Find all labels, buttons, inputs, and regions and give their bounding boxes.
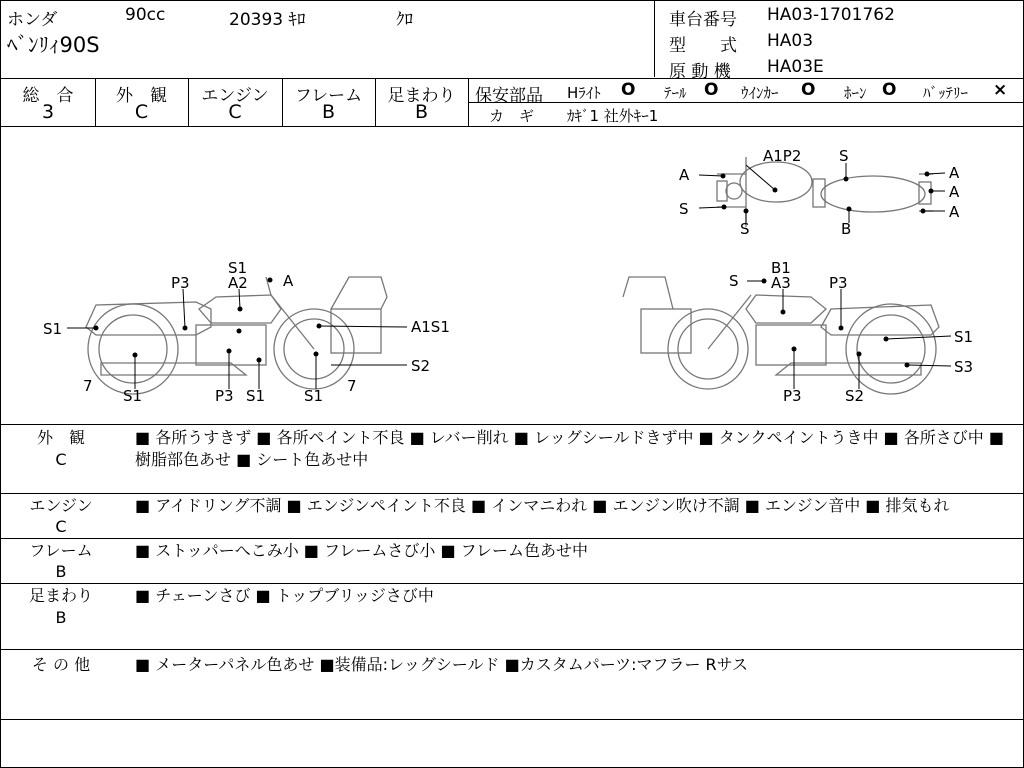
right-engine [756, 325, 826, 365]
damage-points [94, 172, 934, 368]
section-other-label: そ の 他 [31, 655, 91, 674]
grade-overall: 3 [41, 101, 55, 123]
type-label: 型 式 [669, 36, 737, 56]
divider [1, 649, 1023, 650]
section-exterior-label: 外 観 [36, 428, 85, 447]
leader-line [319, 326, 407, 327]
leader-line [183, 289, 185, 328]
safety-battery-mark: × [993, 80, 1008, 100]
left-engine [196, 325, 266, 365]
displacement: 90cc [125, 5, 166, 25]
section-engine-label: エンジン [29, 496, 93, 515]
left-label: S2 [411, 357, 431, 375]
left-rear-tire-inner [99, 315, 167, 383]
top-frame [813, 179, 825, 207]
mileage: 20393 ｷﾛ [229, 10, 306, 30]
right-seat-fender [821, 305, 939, 335]
left-label: 7 [347, 377, 357, 395]
frame-number-label: 車台番号 [669, 10, 737, 30]
left-label: S1 [228, 259, 248, 277]
header-divider [654, 1, 655, 77]
top-label: A1P2 [763, 147, 802, 165]
section-suspension-grade: B [55, 608, 67, 627]
grade-header-engine: エンジン [201, 86, 269, 106]
grade-engine: C [228, 101, 242, 123]
right-label: S1 [954, 328, 974, 346]
section-engine-grade: C [55, 517, 67, 536]
right-label: A3 [771, 274, 791, 292]
safety-horn-mark: O [882, 80, 897, 100]
engine-label: 原 動 機 [669, 62, 731, 82]
section-other-text: ■ メーターパネル色あせ ■装備品:レッグシールド ■カスタムパーツ:マフラー Rサス [135, 655, 749, 674]
key-label: カ ギ [489, 107, 535, 125]
leader-line [927, 173, 945, 174]
damage-point [237, 329, 242, 334]
section-suspension-label: 足まわり [28, 586, 93, 605]
diagram-labels [43, 147, 973, 405]
model-name: ﾍﾞﾝﾘｨ90S [7, 33, 100, 57]
damage-point [268, 278, 273, 283]
grade-suspension: B [414, 101, 429, 123]
safety-winker-mark: O [801, 80, 816, 100]
divider [1, 719, 1023, 720]
left-label: S1 [304, 387, 324, 405]
top-label: A [949, 164, 960, 182]
right-label: P3 [829, 274, 848, 292]
safety-tail-label: ﾃｰﾙ [664, 84, 687, 102]
leader-line [699, 175, 723, 176]
left-rear-wheel [88, 304, 178, 394]
grade-header-suspension: 足まわり [387, 86, 456, 106]
divider [1, 493, 1023, 494]
safety-battery-label: ﾊﾞｯﾃﾘｰ [923, 84, 969, 102]
safety-horn-label: ﾎｰﾝ [844, 84, 867, 102]
body-color: ｸﾛ [396, 10, 413, 30]
safety-label: 保安部品 [475, 86, 543, 106]
leader-line [699, 207, 724, 208]
right-label: S3 [954, 358, 974, 376]
top-label: B [841, 220, 852, 238]
right-fork [708, 295, 751, 349]
leader-lines [67, 163, 951, 389]
section-frame-label: フレーム [29, 541, 93, 560]
left-label: 7 [83, 377, 93, 395]
grade-header-frame: フレーム [294, 86, 363, 106]
safety-headlight-label: Hﾗｲﾄ [567, 84, 601, 102]
section-suspension-text: ■ チェーンさび ■ トップブリッジさび中 [135, 586, 434, 605]
top-label: S [679, 200, 689, 218]
leader-line [239, 289, 240, 309]
divider [1, 78, 1023, 79]
grade-header-exterior: 外 観 [116, 86, 167, 106]
section-frame-grade: B [55, 562, 67, 581]
grade-header-overall: 総 合 [22, 86, 74, 106]
right-label: S [729, 272, 739, 290]
left-fork [271, 295, 314, 349]
top-label: A [949, 203, 960, 221]
type-value: HA03 [767, 31, 814, 51]
left-label: S1 [43, 320, 63, 338]
safety-headlight-mark: O [621, 80, 636, 100]
right-windscreen [623, 277, 673, 309]
top-headlight [726, 183, 742, 199]
grade-frame: B [321, 101, 336, 123]
left-label: P3 [215, 387, 234, 405]
frame-number: HA03-1701762 [767, 5, 895, 25]
right-label: P3 [783, 387, 802, 405]
safety-winker-label: ｳｲﾝｶｰ [741, 84, 779, 102]
section-engine-text: ■ アイドリング不調 ■ エンジンペイント不良 ■ インマニわれ ■ エンジン吹け不調 ■ エンジン音中 ■ 排気もれ [135, 496, 950, 515]
left-label: S1 [123, 387, 143, 405]
right-tank [746, 295, 826, 323]
top-label: S [839, 147, 849, 165]
left-label: P3 [171, 274, 190, 292]
section-exterior-text: ■ 各所うすきず ■ 各所ペイント不良 ■ レバー削れ ■ レッグシールドきず中 ■ タンクペイントうき中 ■ 各所さび中 ■ 樹脂部色あせ ■ シート色あせ中 [135, 428, 1004, 469]
top-label: A [679, 166, 690, 184]
motorcycle-left-view [86, 277, 387, 394]
left-label: A2 [228, 274, 248, 292]
top-tank [740, 162, 812, 202]
divider [1, 538, 1023, 539]
right-rear-tire-inner [857, 315, 925, 383]
grade-exterior: C [134, 101, 149, 123]
left-label: S1 [246, 387, 266, 405]
key-value: ｶｷﾞ1 社外ｷｰ1 [567, 107, 659, 125]
motorcycle-right-view [623, 277, 939, 394]
right-label: S2 [845, 387, 865, 405]
top-label: S [740, 220, 750, 238]
divider [1, 424, 1023, 425]
top-seat [821, 176, 925, 212]
section-exterior-grade: C [55, 450, 67, 469]
section-frame-text: ■ ストッパーへこみ小 ■ フレームさび小 ■ フレーム色あせ中 [135, 541, 589, 560]
left-windscreen [331, 277, 387, 309]
divider [1, 583, 1023, 584]
damage-diagram [1, 127, 1023, 424]
leader-line [746, 165, 775, 190]
leader-line [886, 336, 951, 339]
right-label: B1 [771, 259, 791, 277]
top-label: A [949, 183, 960, 201]
maker: ホンダ [7, 10, 58, 30]
leader-line [907, 365, 951, 366]
left-label: A1S1 [411, 318, 450, 336]
safety-tail-mark: O [704, 80, 719, 100]
engine-value: HA03E [767, 57, 824, 77]
left-label: A [283, 272, 294, 290]
